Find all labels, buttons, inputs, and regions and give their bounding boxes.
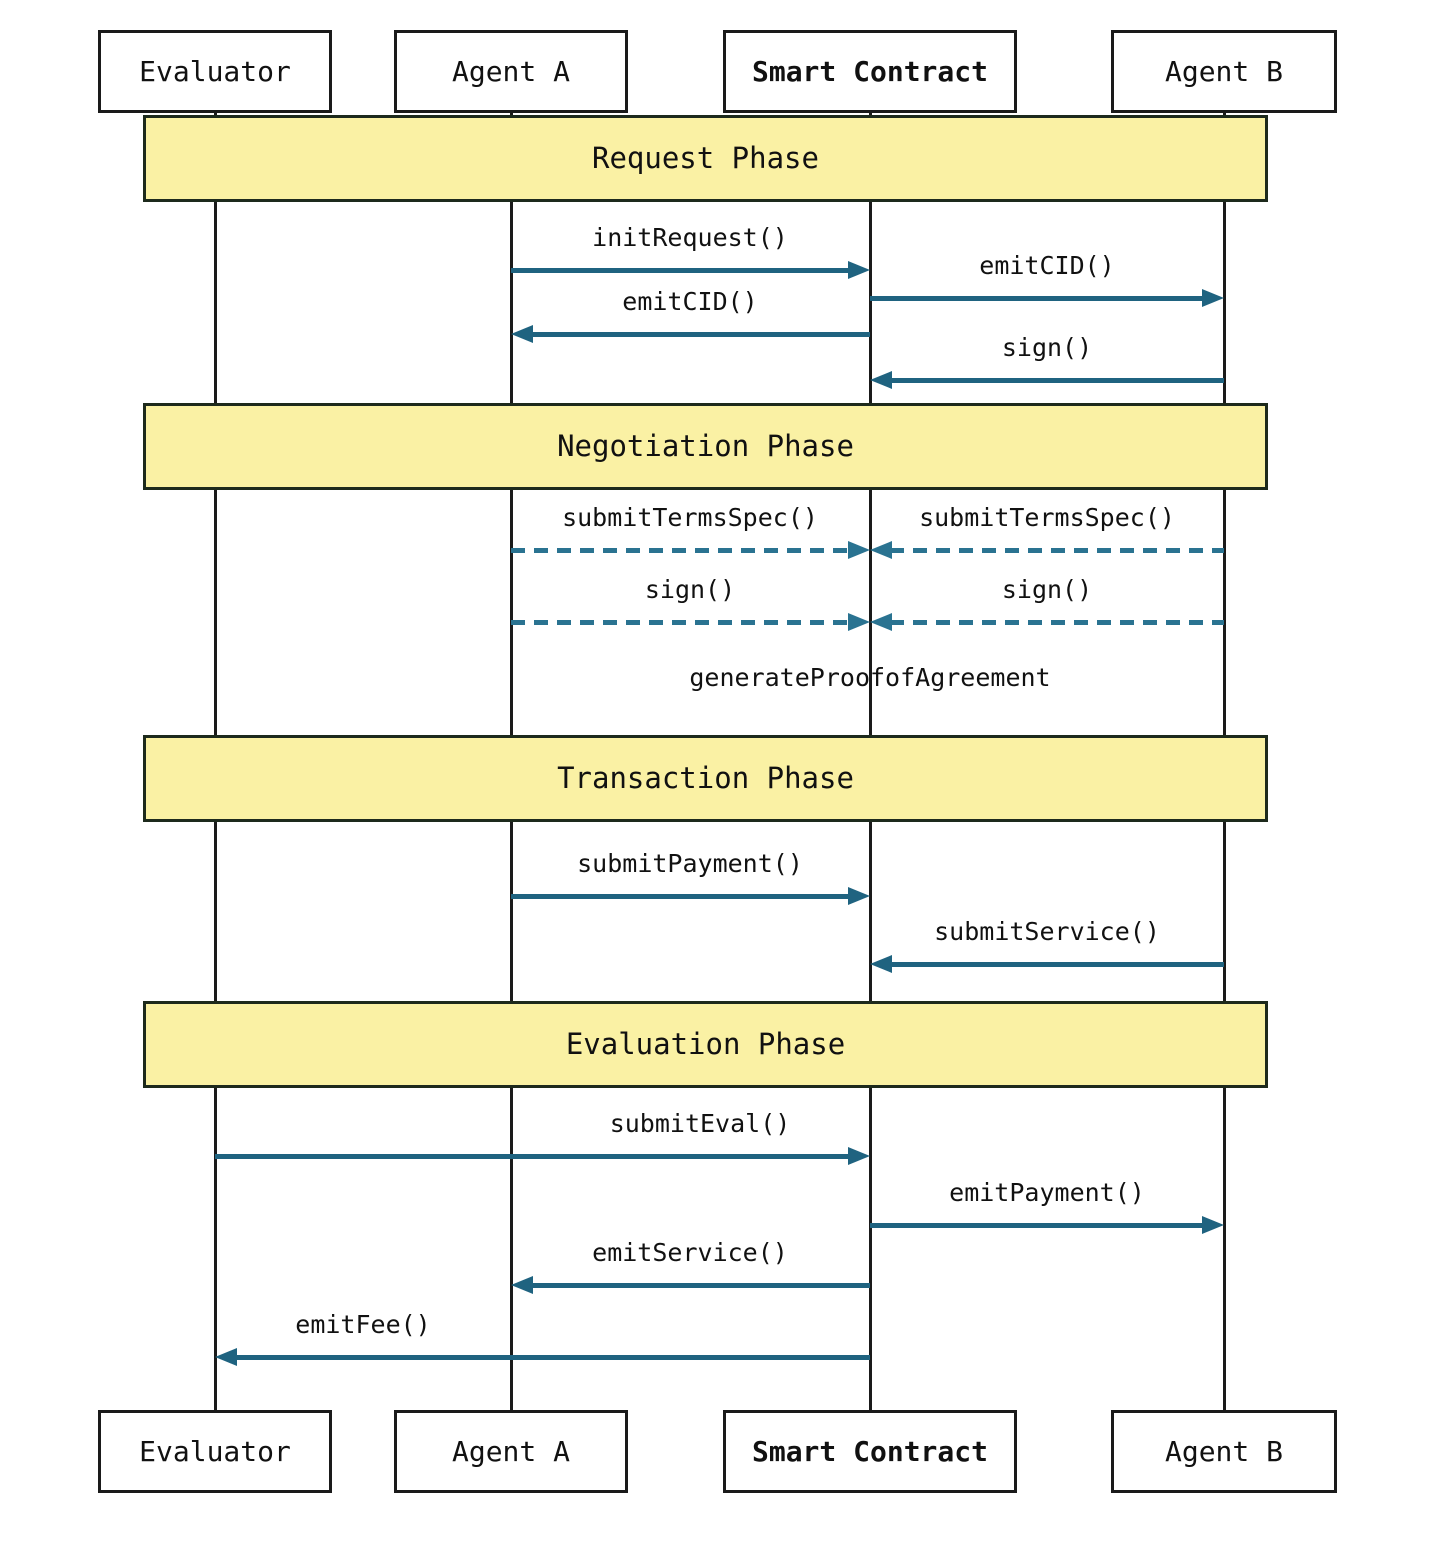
- message-label-emitfee-13: emitFee(): [295, 1310, 431, 1339]
- message-label-submittermsspec-5: submitTermsSpec(): [919, 503, 1175, 532]
- participant-box-bottom-agenta: Agent A: [394, 1410, 628, 1493]
- phase-band-negotiationphase: Negotiation Phase: [143, 403, 1268, 490]
- message-arrowhead-emitcid-1: [1202, 289, 1224, 307]
- message-arrowhead-sign-3: [870, 371, 892, 389]
- message-label-sign-6: sign(): [644, 575, 736, 604]
- message-arrowhead-submittermsspec-4: [848, 541, 870, 559]
- message-arrowhead-submittermsspec-5: [870, 541, 892, 559]
- message-line-submitservice-9: [890, 962, 1224, 967]
- self-call-label-generateproofofagreement: generateProofofAgreement: [689, 663, 1051, 692]
- message-line-sign-6: [511, 620, 850, 625]
- participant-box-top-agentb: Agent B: [1111, 30, 1337, 113]
- message-line-submitpayment-8: [511, 894, 850, 899]
- message-arrowhead-submitservice-9: [870, 955, 892, 973]
- participant-box-bottom-smartcontract: Smart Contract: [723, 1410, 1017, 1493]
- message-line-submittermsspec-5: [890, 548, 1224, 553]
- message-label-sign-3: sign(): [1001, 333, 1093, 362]
- message-label-submitpayment-8: submitPayment(): [577, 849, 803, 878]
- participant-box-top-evaluator: Evaluator: [98, 30, 332, 113]
- participant-box-top-agenta: Agent A: [394, 30, 628, 113]
- phase-band-transactionphase: Transaction Phase: [143, 735, 1268, 822]
- message-arrowhead-sign-7: [870, 613, 892, 631]
- message-label-sign-7: sign(): [1001, 575, 1093, 604]
- message-line-emitfee-13: [235, 1355, 870, 1360]
- message-arrowhead-emitfee-13: [215, 1348, 237, 1366]
- message-line-emitservice-12: [531, 1283, 870, 1288]
- message-arrowhead-submiteval-10: [848, 1147, 870, 1165]
- message-label-submitservice-9: submitService(): [934, 917, 1160, 946]
- message-line-emitpayment-11: [870, 1223, 1204, 1228]
- message-arrowhead-emitpayment-11: [1202, 1216, 1224, 1234]
- message-arrowhead-submitpayment-8: [848, 887, 870, 905]
- message-line-sign-7: [890, 620, 1224, 625]
- message-arrowhead-emitservice-12: [511, 1276, 533, 1294]
- participant-box-top-smartcontract: Smart Contract: [723, 30, 1017, 113]
- message-label-initrequest-0: initRequest(): [592, 223, 788, 252]
- message-label-submiteval-10: submitEval(): [609, 1109, 791, 1138]
- message-label-emitcid-1: emitCID(): [979, 251, 1115, 280]
- message-arrowhead-emitcid-2: [511, 325, 533, 343]
- participant-box-bottom-evaluator: Evaluator: [98, 1410, 332, 1493]
- message-arrowhead-sign-6: [848, 613, 870, 631]
- phase-band-requestphase: Request Phase: [143, 115, 1268, 202]
- message-line-submiteval-10: [215, 1154, 850, 1159]
- message-line-sign-3: [890, 378, 1224, 383]
- message-line-submittermsspec-4: [511, 548, 850, 553]
- message-label-submittermsspec-4: submitTermsSpec(): [562, 503, 818, 532]
- message-label-emitpayment-11: emitPayment(): [949, 1178, 1145, 1207]
- participant-box-bottom-agentb: Agent B: [1111, 1410, 1337, 1493]
- message-label-emitservice-12: emitService(): [592, 1238, 788, 1267]
- message-label-emitcid-2: emitCID(): [622, 287, 758, 316]
- phase-band-evaluationphase: Evaluation Phase: [143, 1001, 1268, 1088]
